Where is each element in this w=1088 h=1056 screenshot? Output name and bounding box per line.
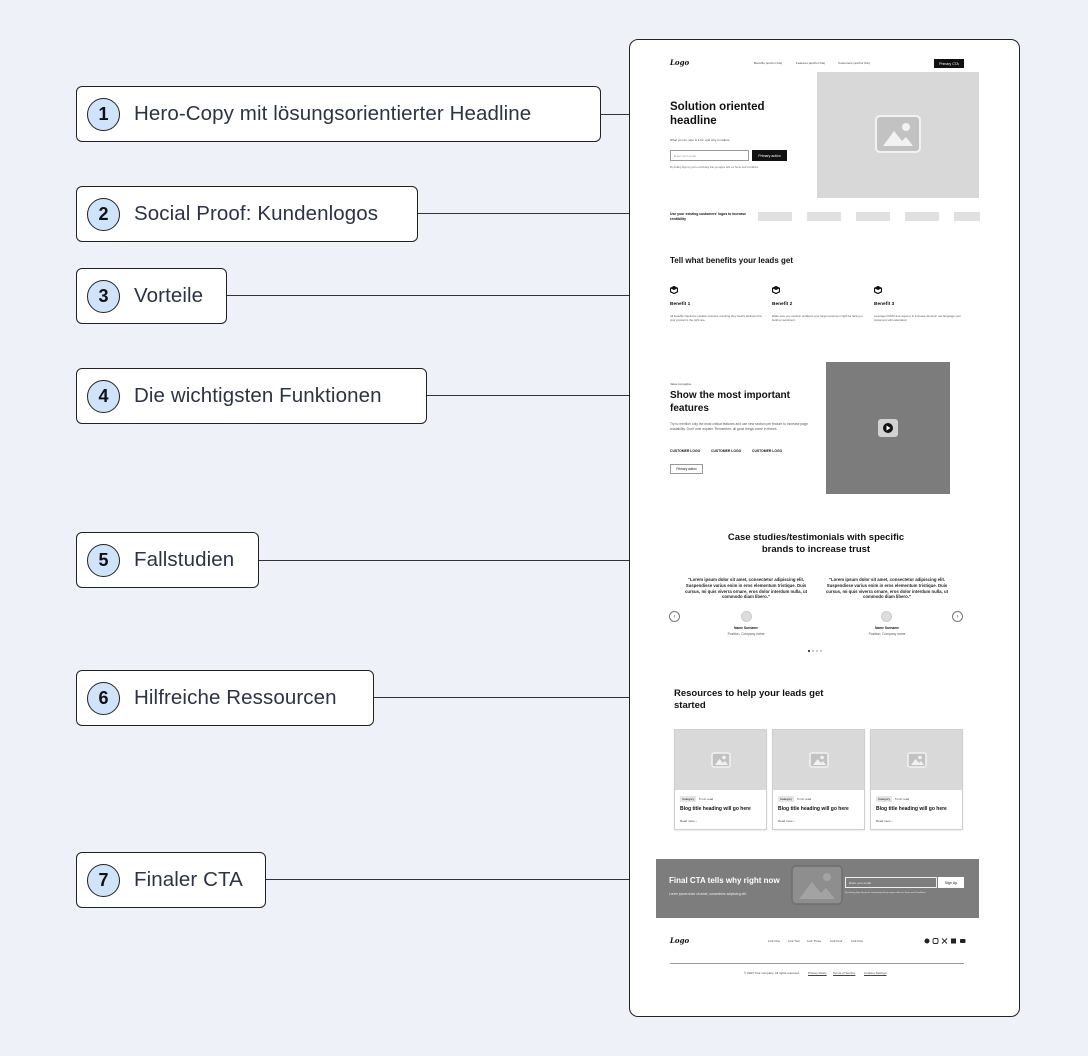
annotation-label: Hilfreiche Ressourcen [134, 686, 337, 709]
annotation-7 [76, 852, 266, 908]
hero-subtext: What you do, who is it for, and why it matters [670, 138, 730, 142]
benefit-title: Benefit 3 [874, 302, 895, 307]
card-read-more[interactable]: Read more › [876, 819, 893, 823]
card-read-more[interactable]: Read more › [778, 819, 795, 823]
hero-email-input[interactable] [670, 150, 749, 161]
nav-link-features[interactable]: Features (anchor link) [796, 61, 826, 65]
customer-logo-placeholder [856, 212, 890, 221]
card-title[interactable]: Blog title heading will go here [876, 806, 947, 812]
final-cta-title: Final CTA tells why right now [669, 876, 780, 885]
customer-logo-placeholder [758, 212, 792, 221]
annotation-2 [76, 186, 418, 242]
benefit-text: Leverage FOMO and urgency to increase demand; use language your customers will understand. [874, 314, 961, 322]
final-cta-text: Lorem ipsum dolor sit amet, consectetur adipiscing elit. [669, 892, 747, 896]
carousel-prev-arrow-icon[interactable]: ‹ [669, 611, 680, 622]
testimonial-quote: "Lorem ipsum dolor sit amet, consectetur adipiscing elit. Suspendisse varius enim in eros elementum tristique. Duis cursus, mi quis viverra ornare, eros dolor interdum nulla, ut commodo diam libero." [825, 577, 948, 600]
cube-icon [670, 286, 678, 294]
cube-icon [874, 286, 882, 294]
card-title[interactable]: Blog title heading will go here [680, 806, 751, 812]
carousel-dot[interactable] [812, 650, 814, 652]
play-icon[interactable] [878, 419, 898, 437]
footer-legal-link[interactable]: Terms of Service [833, 971, 856, 975]
carousel-next-arrow-icon[interactable]: › [952, 611, 963, 622]
testimonial-name: Name Surname [733, 626, 758, 630]
annotation-label: Vorteile [134, 284, 204, 307]
footer-link[interactable]: Link One [768, 939, 781, 943]
linkedin-icon [951, 939, 956, 944]
annotation-number: 1 [87, 98, 120, 131]
annotation-label: Fallstudien [134, 548, 235, 571]
benefit-text: Make sure you mention problems your target customer might be facing to build up sentiment. [772, 314, 863, 322]
card-read-time: 5 min read [895, 797, 910, 801]
testimonial-name: Name Surname [874, 626, 899, 630]
hero-primary-button[interactable]: Primary action [752, 150, 787, 161]
annotation-1 [76, 86, 601, 142]
nav-primary-cta[interactable]: Primary CTA [934, 59, 964, 68]
annotation-number: 7 [87, 864, 120, 897]
testimonial-role: Position, Company name [868, 632, 906, 636]
testimonial-avatar [741, 611, 752, 622]
annotation-5 [76, 532, 259, 588]
footer-link[interactable]: Link Four [830, 939, 843, 943]
image-icon [907, 752, 927, 768]
features-text: Try to mention only the most critical features and use new section per feature to increase page readability. Don't over explain. Remember, all good things come in threes. [670, 422, 808, 431]
hero-legal: By clicking Sign Up you're confirming that you agree with our Terms and Conditions. [670, 166, 759, 169]
cube-icon [772, 286, 780, 294]
footer-link[interactable]: Link Two [788, 939, 800, 943]
resource-card[interactable] [674, 729, 767, 830]
testimonial-role: Position, Company name [727, 632, 765, 636]
annotation-number: 3 [87, 280, 120, 313]
hero-email-placeholder: Enter your email [674, 154, 696, 158]
carousel-dot[interactable] [816, 650, 818, 652]
annotation-label: Finaler CTA [134, 868, 243, 891]
hero-headline: Solution oriented headline [670, 101, 765, 127]
card-title[interactable]: Blog title heading will go here [778, 806, 849, 812]
connector-line [266, 879, 644, 880]
features-customer-logo: CUSTOMER LOGO [752, 449, 783, 453]
final-cta-section [656, 859, 979, 918]
benefit-text: All benefits should be solution oriented, ensuring they clearly address how your product is the right one. [670, 314, 762, 322]
social-icons[interactable] [924, 938, 966, 944]
features-primary-button[interactable]: Primary action [670, 464, 703, 474]
carousel-dot[interactable] [820, 650, 822, 652]
annotation-number: 5 [87, 544, 120, 577]
card-read-more[interactable]: Read more › [680, 819, 697, 823]
footer-copyright: © 2024 Your company. All rights reserved. [744, 971, 800, 975]
final-cta-email-placeholder: Enter your email [849, 881, 871, 885]
connector-line [259, 560, 644, 561]
card-category: Category [780, 797, 793, 801]
annotation-4 [76, 368, 427, 424]
footer-link[interactable]: Link Five [851, 939, 864, 943]
resource-card[interactable] [870, 729, 963, 830]
card-category: Category [682, 797, 695, 801]
social-proof-text: Use your existing customers' logos to increase credibility [670, 212, 746, 221]
youtube-icon [960, 939, 966, 943]
customer-logo-placeholder [807, 212, 841, 221]
image-icon [791, 865, 843, 905]
resources-title: Resources to help your leads get started [674, 688, 824, 712]
annotation-label: Die wichtigsten Funktionen [134, 384, 382, 407]
benefits-title: Tell what benefits your leads get [670, 256, 793, 265]
carousel-dot[interactable] [808, 650, 810, 652]
card-image-placeholder [675, 730, 766, 790]
annotation-6 [76, 670, 374, 726]
testimonial-avatar [881, 611, 892, 622]
features-title: Show the most important features [670, 390, 790, 414]
nav-logo[interactable]: Logo [670, 58, 690, 67]
instagram-icon [933, 939, 938, 944]
connector-line [418, 213, 644, 214]
card-read-time: 5 min read [797, 797, 812, 801]
cases-title: Case studies/testimonials with specific brands to increase trust [727, 532, 905, 556]
annotation-label: Social Proof: Kundenlogos [134, 202, 379, 225]
resource-card[interactable] [772, 729, 865, 830]
annotation-number: 6 [87, 682, 120, 715]
image-icon [809, 752, 829, 768]
footer-legal-link[interactable]: Privacy Policy [808, 971, 827, 975]
annotation-label: Hero-Copy mit lösungsorientierter Headline [134, 102, 532, 125]
nav-link-customers[interactable]: Customers (anchor link) [838, 61, 870, 65]
annotation-number: 2 [87, 198, 120, 231]
card-category: Category [878, 797, 891, 801]
connector-line [374, 697, 644, 698]
footer-legal-link[interactable]: Cookies Settings [864, 971, 887, 975]
card-image-placeholder [773, 730, 864, 790]
image-icon [875, 115, 921, 153]
final-cta-signup-button[interactable]: Sign Up [938, 877, 964, 888]
testimonial-quote: "Lorem ipsum dolor sit amet, consectetur adipiscing elit. Suspendisse varius enim in eros elementum tristique. Duis cursus, mi quis viverra ornare, eros dolor interdum nulla, ut commodo diam libero." [684, 577, 807, 600]
benefit-title: Benefit 2 [772, 302, 793, 307]
card-read-time: 5 min read [699, 797, 714, 801]
connector-line [427, 395, 644, 396]
hero-image-placeholder [817, 72, 979, 198]
benefit-title: Benefit 1 [670, 302, 691, 307]
annotation-number: 4 [87, 380, 120, 413]
footer-logo[interactable]: Logo [670, 936, 690, 945]
customer-logo-placeholder [954, 212, 980, 221]
features-customer-logo: CUSTOMER LOGO [711, 449, 742, 453]
final-cta-legal: By clicking Sign Up you're confirming that you agree with our Terms and Conditions. [845, 892, 927, 894]
annotation-3 [76, 268, 227, 324]
landing-page-wireframe [629, 39, 1020, 1017]
customer-logo-placeholder [905, 212, 939, 221]
image-icon [711, 752, 731, 768]
footer-divider [670, 963, 964, 964]
nav-link-benefits[interactable]: Benefits (anchor link) [754, 61, 783, 65]
facebook-icon [925, 939, 930, 944]
footer-link[interactable]: Link Three [807, 939, 822, 943]
x-icon [942, 939, 947, 944]
features-customer-logo: CUSTOMER LOGO [670, 449, 701, 453]
card-image-placeholder [871, 730, 962, 790]
features-tagline: Value tat tagline [670, 382, 692, 386]
features-video-placeholder [826, 362, 950, 494]
connector-line [227, 295, 644, 296]
final-cta-email-input[interactable] [845, 877, 937, 888]
